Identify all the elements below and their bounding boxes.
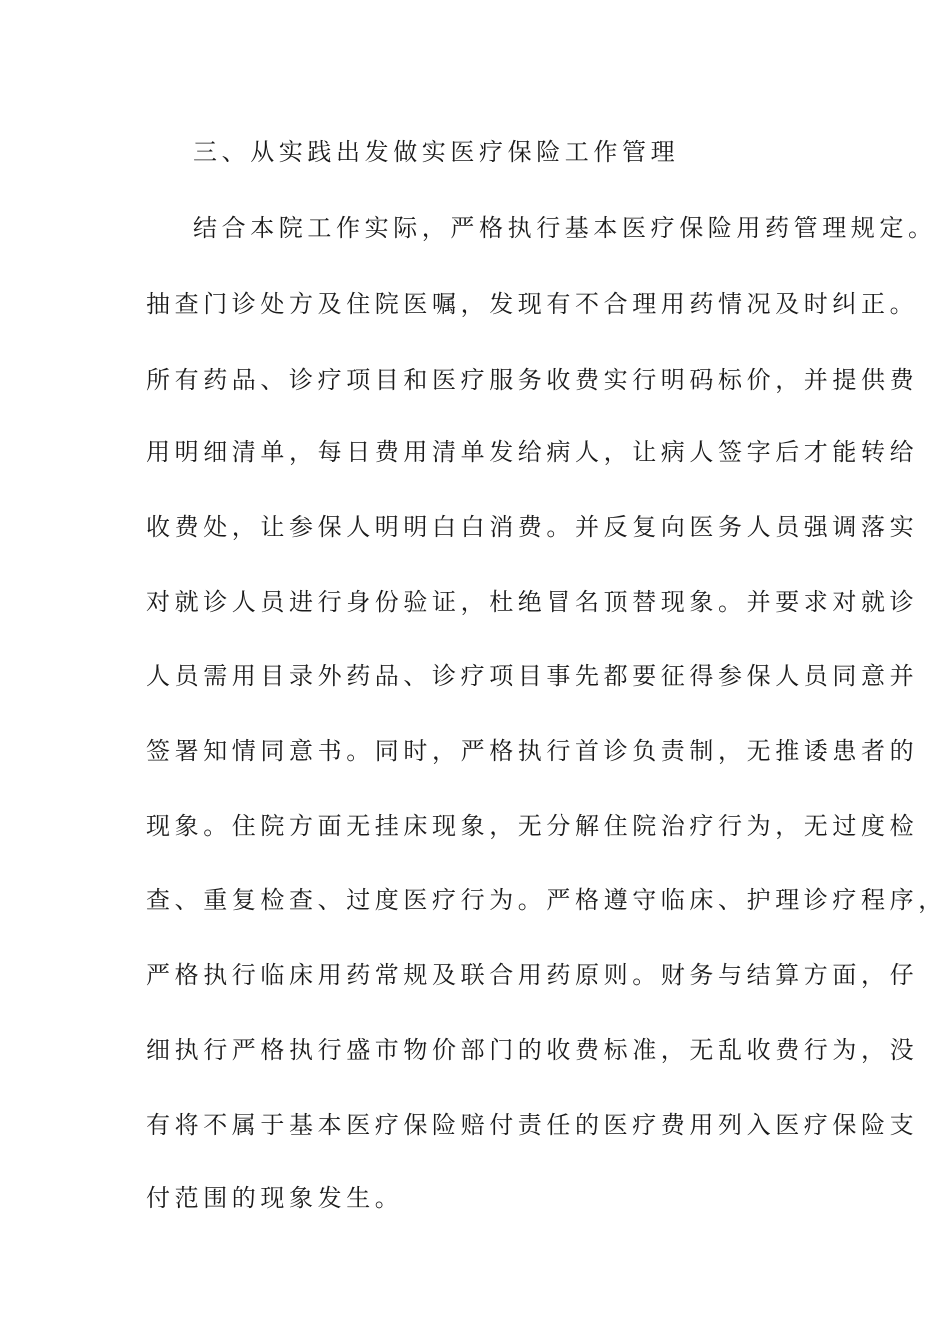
paragraph-line: 收费处，让参保人明明白白消费。并反复向医务人员强调落实 <box>146 513 919 541</box>
paragraph-line: 对就诊人员进行身份验证，杜绝冒名顶替现象。并要求对就诊 <box>146 588 919 616</box>
section-heading: 三、从实践出发做实医疗保险工作管理 <box>193 138 680 166</box>
paragraph-line: 所有药品、诊疗项目和医疗服务收费实行明码标价，并提供费 <box>146 366 919 394</box>
paragraph-line: 人员需用目录外药品、诊疗项目事先都要征得参保人员同意并 <box>146 662 919 690</box>
paragraph-line: 用明细清单，每日费用清单发给病人，让病人签字后才能转给 <box>146 438 919 466</box>
paragraph-line: 细执行严格执行盛市物价部门的收费标准，无乱收费行为，没 <box>146 1036 919 1064</box>
paragraph-line: 有将不属于基本医疗保险赔付责任的医疗费用列入医疗保险支 <box>146 1111 919 1139</box>
paragraph-line: 抽查门诊处方及住院医嘱，发现有不合理用药情况及时纠正。 <box>146 290 919 318</box>
paragraph-line: 付范围的现象发生。 <box>146 1184 404 1212</box>
paragraph-line: 查、重复检查、过度医疗行为。严格遵守临床、护理诊疗程序， <box>146 886 947 914</box>
paragraph-line: 现象。住院方面无挂床现象，无分解住院治疗行为，无过度检 <box>146 812 919 840</box>
paragraph-line: 签署知情同意书。同时，严格执行首诊负责制，无推诿患者的 <box>146 737 919 765</box>
paragraph-line: 严格执行临床用药常规及联合用药原则。财务与结算方面，仔 <box>146 961 919 989</box>
paragraph-line: 结合本院工作实际，严格执行基本医疗保险用药管理规定。 <box>193 214 937 242</box>
